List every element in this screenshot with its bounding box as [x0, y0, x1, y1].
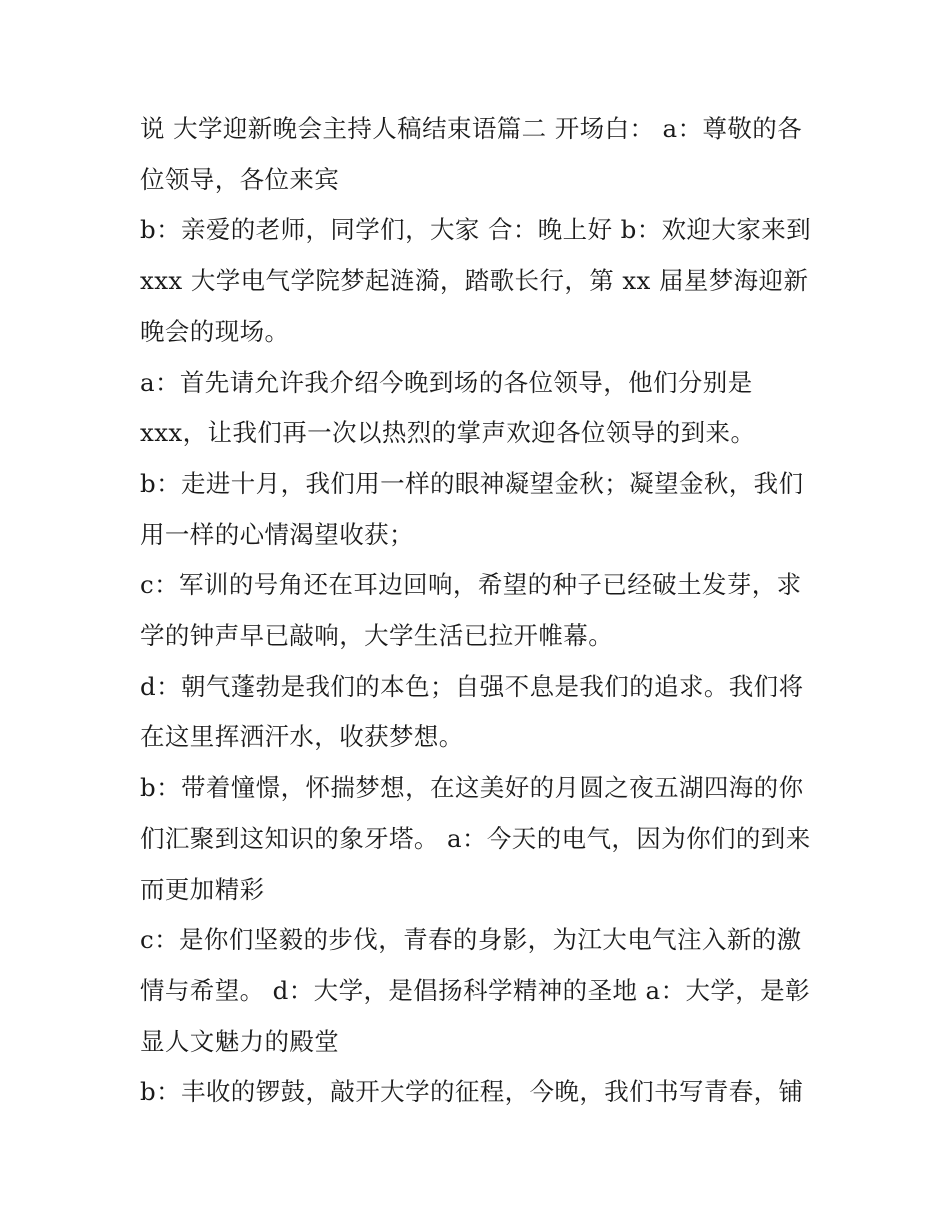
text-line: a：首先请允许我介绍今晚到场的各位领导，他们分别是 — [140, 367, 753, 397]
text-line: 说 大学迎新晚会主持人稿结束语篇二 开场白： a：尊敬的各 — [140, 114, 803, 143]
paragraph-military-training — [140, 560, 812, 661]
text-line: 学的钟声早已敲响，大学生活已拉开帷幕。 — [140, 621, 614, 651]
text-line: 而更加精彩 — [140, 874, 265, 904]
text-line: c：是你们坚毅的步伐，青春的身影，为江大电气注入新的激 — [140, 925, 802, 955]
text-line: 位领导，各位来宾 — [140, 164, 340, 194]
paragraph-vigor — [140, 662, 812, 763]
text-line: b：带着憧憬，怀揣梦想，在这美好的月圆之夜五湖四海的你 — [140, 773, 804, 803]
paragraph-october — [140, 459, 812, 560]
text-line: 在这里挥洒汗水，收获梦想。 — [140, 722, 464, 752]
text-line: xxx 大学电气学院梦起涟漪，踏歌长行，第 xx 届星梦海迎新 — [140, 266, 809, 296]
text-line: b：走进十月，我们用一样的眼神凝望金秋；凝望金秋，我们 — [140, 468, 804, 498]
paragraph-university — [140, 915, 812, 1067]
text-line: d：朝气蓬勃是我们的本色；自强不息是我们的追求。我们将 — [140, 671, 804, 701]
text-line: b：丰收的锣鼓，敲开大学的征程，今晚，我们书写青春，铺 — [140, 1077, 804, 1107]
text-line: 们汇聚到这知识的象牙塔。 a：今天的电气，因为你们的到来 — [140, 823, 811, 853]
paragraph-introduce-leaders — [140, 358, 812, 459]
text-line: xxx，让我们再一次以热烈的掌声欢迎各位领导的到来。 — [140, 418, 756, 448]
paragraph-welcome — [140, 205, 812, 357]
paragraph-opening — [140, 104, 812, 205]
document-body — [140, 104, 812, 1118]
text-line: b：亲爱的老师，同学们，大家 合：晚上好 b：欢迎大家来到 — [140, 215, 812, 245]
text-line: 情与希望。 d：大学，是倡扬科学精神的圣地 a：大学，是彰 — [140, 975, 810, 1005]
text-line: 显人文魅力的殿堂 — [140, 1026, 340, 1056]
text-line: 用一样的心情渴望收获； — [140, 519, 414, 549]
paragraph-harvest-drums — [140, 1067, 812, 1118]
paragraph-dreams — [140, 763, 812, 915]
text-line: c：军训的号角还在耳边回响，希望的种子已经破土发芽，求 — [140, 570, 802, 600]
text-line: 晚会的现场。 — [140, 316, 290, 346]
